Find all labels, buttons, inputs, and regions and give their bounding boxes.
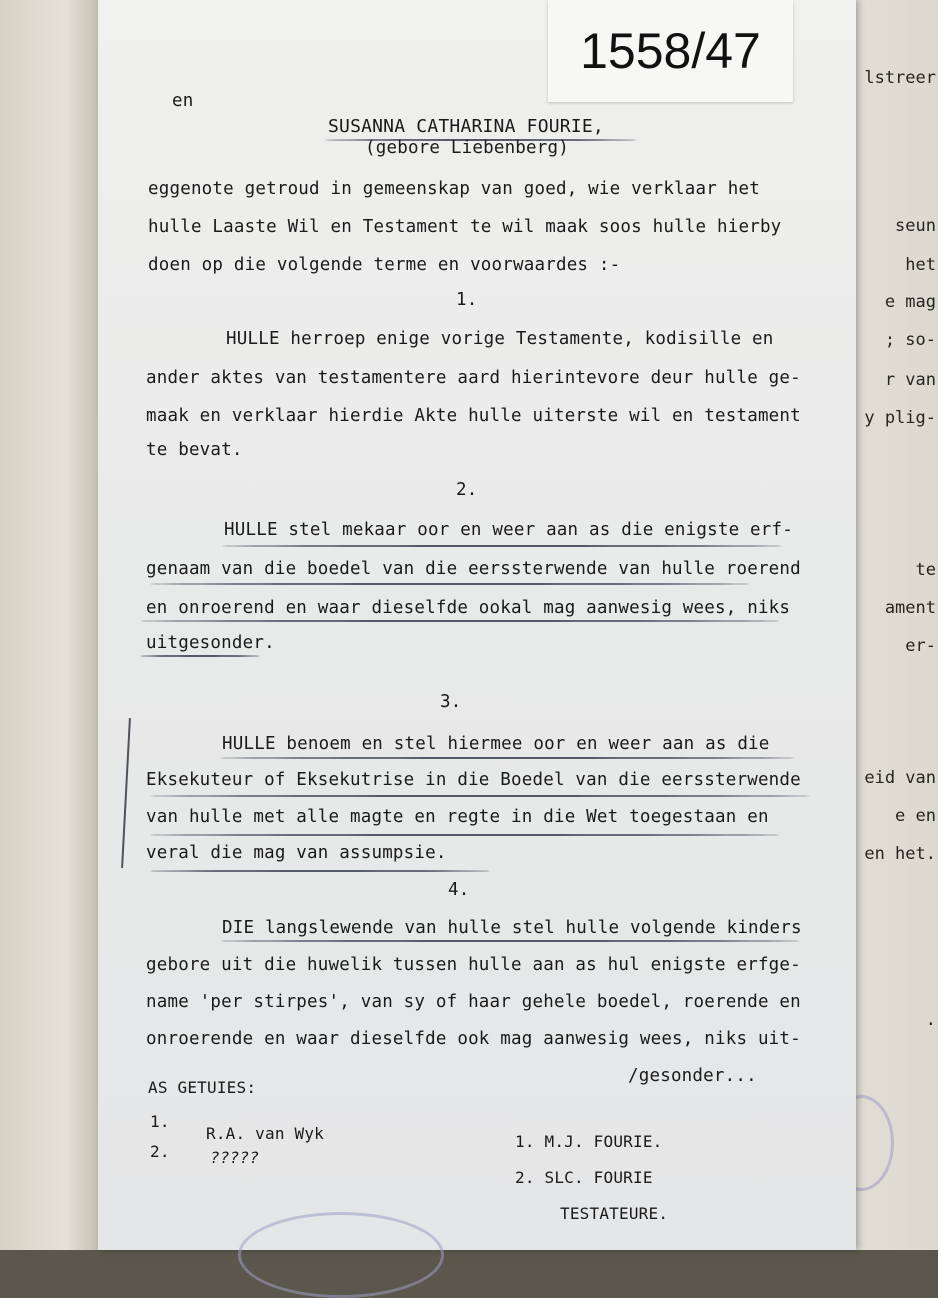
preamble-line: doen op die volgende terme en voorwaardes :- <box>148 255 621 275</box>
signatory-role: TESTATEURE. <box>560 1204 669 1223</box>
testator-maiden-name: (gebore Liebenberg) <box>365 138 569 158</box>
signatory: 1. M.J. FOURIE. <box>515 1132 663 1151</box>
clause-line: Eksekuteur of Eksekutrise in die Boedel van die eerssterwende <box>146 770 801 790</box>
clause-line: name 'per stirpes', van sy of haar gehele boedel, roerende en <box>146 992 801 1012</box>
clause-line: te bevat. <box>146 440 243 460</box>
handwritten-underline <box>150 870 490 872</box>
clause-line: HULLE stel mekaar oor en weer aan as die enigste erf- <box>224 520 794 540</box>
underlying-fragment: y plig- <box>864 408 936 428</box>
underlying-fragment: en het. <box>864 844 936 864</box>
clause-line: uitgesonder. <box>146 633 275 653</box>
signatory: 2. SLC. FOURIE <box>515 1168 653 1187</box>
underlying-fragment: e mag <box>884 292 936 312</box>
underlying-fragment: ; so- <box>884 330 936 350</box>
underlying-fragment: seun <box>895 216 936 236</box>
testator-name: SUSANNA CATHARINA FOURIE, <box>328 116 604 137</box>
underlying-fragment: . <box>925 1010 936 1030</box>
clause-line: ander aktes van testamentere aard hierintevore deur hulle ge- <box>146 368 801 388</box>
registrar-seal <box>238 1212 444 1298</box>
clause-line: onroerende en waar dieselfde ook mag aanwesig wees, niks uit- <box>146 1029 801 1049</box>
clause-line: veral die mag van assumpsie. <box>146 843 447 863</box>
handwritten-underline <box>140 655 260 657</box>
underlying-fragment: er- <box>905 636 936 656</box>
clause-line: maak en verklaar hierdie Akte hulle uiterste wil en testament <box>146 406 801 426</box>
underlying-fragment: e en <box>895 806 936 826</box>
handwritten-underline <box>140 620 780 622</box>
handwritten-underline <box>222 545 782 547</box>
underlying-fragment: eid van <box>864 768 936 788</box>
underlying-fragment: lstreer <box>864 68 936 88</box>
preamble-line: eggenote getroud in gemeenskap van goed, wie verklaar het <box>148 179 760 199</box>
clause-line: en onroerend en waar dieselfde ookal mag aanwesig wees, niks <box>146 598 791 618</box>
clause-line: HULLE benoem en stel hiermee oor en weer aan as die <box>222 734 770 754</box>
witness-signature: ????? <box>210 1148 260 1167</box>
underlying-fragment: het <box>905 255 936 275</box>
witness-number: 2. <box>150 1142 170 1161</box>
clause-number: 4. <box>448 880 470 900</box>
left-page-edge <box>0 0 110 1250</box>
archive-reference-number: 1558/47 <box>548 0 793 102</box>
clause-number: 3. <box>440 692 462 712</box>
handwritten-underline <box>150 834 780 836</box>
handwritten-underline <box>150 583 750 585</box>
preamble-line: hulle Laaste Wil en Testament te wil maak soos hulle hierby <box>148 217 782 237</box>
clause-number: 1. <box>456 290 478 310</box>
clause-line: gebore uit die huwelik tussen hulle aan as hul enigste erfge- <box>146 955 801 975</box>
clause-line: van hulle met alle magte en regte in die Wet toegestaan en <box>146 807 769 827</box>
witnesses-heading: AS GETUIES: <box>148 1078 257 1097</box>
witness-name: R.A. van Wyk <box>206 1124 324 1143</box>
continuation-text: /gesonder... <box>628 1066 757 1086</box>
witness-number: 1. <box>150 1112 170 1131</box>
handwritten-underline <box>220 940 800 942</box>
handwritten-underline <box>150 795 810 797</box>
clause-number: 2. <box>456 480 478 500</box>
underlying-fragment: ament <box>884 598 936 618</box>
handwritten-underline <box>220 757 795 759</box>
underlying-fragment: r van <box>884 370 936 390</box>
clause-line: HULLE herroep enige vorige Testamente, kodisille en <box>226 329 774 349</box>
clause-line: genaam van die boedel van die eerssterwende van hulle roerend <box>146 559 801 579</box>
underlying-fragment: te <box>915 560 936 580</box>
intro-word: en <box>172 91 194 111</box>
clause-line: DIE langslewende van hulle stel hulle volgende kinders <box>222 918 802 938</box>
